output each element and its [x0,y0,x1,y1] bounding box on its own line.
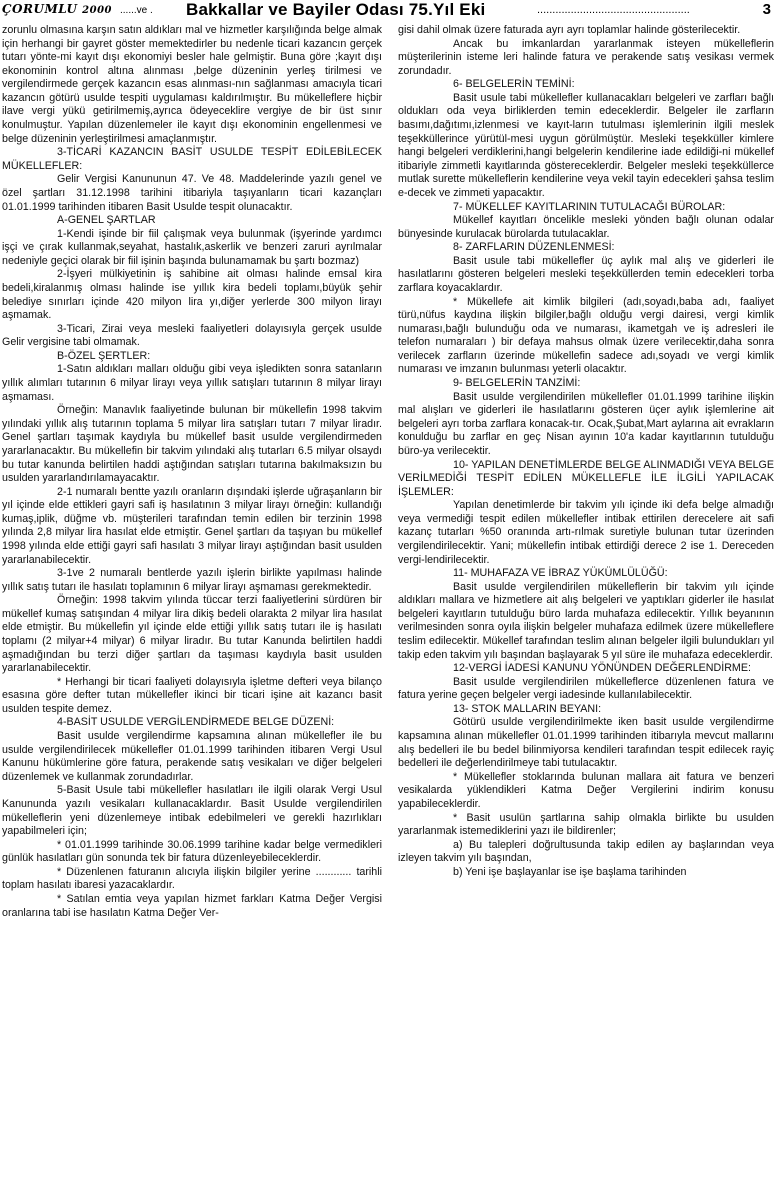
page-number: 3 [762,1,771,18]
paragraph: 1-Kendi işinde bir fiil çalışmak veya bulunmak (işyerinde yardımcı işçi ve çırak kullanmak,seyahat, hastalık,askerlik ve benzeri zaruri ayrılmalar nedeniyle geçici olarak bir fiil işinin başında bulunamamak bu şartı bozmaz) [2,227,382,267]
paragraph: A-GENEL ŞARTLAR [57,214,156,227]
paragraph: Götürü usulde vergilendirilmekte iken basit usulde vergilendirme kapsamına alınan mükellefler 01.01.1999 tarihinden itibarıyla mevcut mallarını alış bedelleri ile bu bedel bilinmiyorsa kendileri tarafından tespit edilecek rayiç bedelleri ile değerlendirilmeye tabi tutulacaktır. [398,716,774,770]
section-heading: 3-TİCARİ KAZANCIN BASİT USULDE TESPİT EDİLEBİLECEK MÜKELLEFLER: [2,146,382,172]
paragraph: 6- BELGELERİN TEMİNİ: [453,78,575,91]
paragraph: * Mükellefler stoklarında bulunan mallara ait fatura ve benzeri vesikalarda yüklendikleri Katma Değer Vergilerini indirim konusu yapabileceklerdir. [398,770,774,810]
publication-logo [2,2,112,16]
paragraph: Yapılan denetimlerde bir takvim yılı içinde iki defa belge almadığı veya vermediği tespit edilen mükellefler intibak ettirilen derecelere ait safi kazanç tutarları %50 oranında artı-rılmak suretiyle bulunan tutar üzerinden vergilendirilecektir. Yani; mükellefin intibak ettirdiği derece 2 ise 1. Dereceden vergi-lendirilecektir. [398,499,774,566]
paragraph: gisi dahil olmak üzere faturada ayrı ayrı toplamlar halinde gösterilecektir. [398,24,741,36]
logo-text: ÇORUMLU [2,2,78,16]
paragraph: Örneğin: 1998 takvim yılında tüccar terzi faaliyetlerini sürdüren bir mükellef kumaş satışından 4 milyar lira dikiş bedeli olarakta 2 milyar lira hasılat elde etmiştir. Bu mükellefin yıl içinde elde ettiği yıllık satış tutarı ile iş hasılatı toplamı (2 milyar+4 milyar) 6 milyar liradır. Bu tutar Kanunda belirtilen haddi aşmadığından bu terzi diğer şartları da taşıması kaydıyla basit usulden yararlanabilecektir. [2,594,382,675]
paragraph: 13- STOK MALLARIN BEYANI: [453,702,602,715]
paragraph: * Basit usulün şartlarına sahip olmakla birlikte bu usulden yararlanmak istemediklerini yazı ile bildirenler; [398,811,774,838]
header-leader-dots: .................................................. [537,4,690,16]
paragraph: Basit usulde vergilendirilen mükelleflerce düzenlenen fatura ve fatura yerine geçen belgeler vergi iadesinde kullanılabilecektir. [398,675,774,702]
page-title: Bakkallar ve Bayiler Odası 75.Yıl Eki [186,0,486,19]
paragraph: 9- BELGELERİN TANZİMİ: [453,377,581,390]
paragraph: b) Yeni işe başlayanlar ise işe başlama tarihinden [453,865,687,878]
left-text-column [2,24,382,1182]
page-header [0,0,777,22]
paragraph: * Satılan emtia veya yapılan hizmet farkları Katma Değer Vergisi oranlarına tabi ise hasılatın Katma Değer Ver- [2,893,382,919]
paragraph: zorunlu olmasına karşın satın aldıkları mal ve hizmetler karşılığında belge almak için herhangi bir gayret göster memektedirler bu nedenle ticari kazancın gerçek tutarı yönte-mi kayıt dışı ekonomiyi besler hale gelmiştir. Buna göre ;kayıt dışı ekonominin kontrol altına alınması ,belge düzeninin yerleş tirilmesi ve vergilendirmede gerçek kazancın esas alınması-nın sağlanması amacıyla ticari kazancın götürü usulde tespiti uygulaması kaldırılmıştır. Bu mükelleflere hiçbir ilave vergi yükü getirilmemiş,ayrıca ödeyeceklire vergiye de bir üst sınır konulmuştur. Yapılan düzenlemeler ile kayıt dışı ekonominin engellenmesi ve belge düzeninin yerleştirilmesi amaçlanmıştır. [2,24,382,145]
paragraph: * 01.01.1999 tarihinde 30.06.1999 tarihine kadar belge vermedikleri günlük hasılatları gün sonunda tek bir fatura düzenleyebileceklerdir. [2,838,382,865]
paragraph: 8- ZARFLARIN DÜZENLENMESİ: [453,241,615,254]
paragraph: Basit usulde vergilendirilen mükelleflerin bir takvim yılı içinde aldıkları mallara ve hizmetlere ait alış belgeleri ve yaptıkları giderler ile hasılat belgeleri kayıtların tutulduğu büro larda muhafaza edilecektir. Yıllık beyanının verilmesinden sonra oyıla ilişkin belgeler muhafaza edilmek üzere mükelleflere teslim edilecektir. Mükellef tarafından teslim alınan belgeler ilgili bulundukları yıl takip eden takvim yılı başından başlayarak 5 yıl süre ile muhafaza edeceklerdir. [398,580,774,661]
paragraph: 11- MUHAFAZA VE İBRAZ YÜKÜMLÜLÜĞÜ: [453,567,668,580]
paragraph: 1-Satın aldıkları malları olduğu gibi veya işledikten sonra satanların yıllık alımları tutarının 6 milyar lirayı veya yıllık satışları tutarının 8 milyar lirayı aşmaması. [2,363,382,403]
paragraph: Basit usulde vergilendirme kapsamına alınan mükellefler ile bu usulde vergilendirilecek mükellefler 01.01.1999 tarihinden itibaren Vergi Usul Kanunu hükümlerine göre fatura, perakende satış vesikaları ve diğer belgeleri düzenlemek ve kullanmak zorundadırlar. [2,730,382,783]
paragraph: 3-Ticari, Zirai veya mesleki faaliyetleri dolayısıyla gerçek usulde Gelir vergisine tabi olmamak. [2,322,382,349]
paragraph: 10- YAPILAN DENETİMLERDE BELGE ALINMADIĞI VEYA BELGE VERİLMEDİĞİ TESPİT EDİLEN MÜKELLEFLE İLE İLGİLİ YAPILACAK İŞLEMLER: [398,458,774,498]
paragraph: Basit usule tabi mükellefler kullanacakları belgeleri ve zarfları bağlı oldukları oda veya birliklerden temin edeceklerdir. Belgeler ile zarfların basımı,dağıtımı,izlenmesi ve kayıt-ların tutulması işlemlerinin ilgili meslek teşekküllerince yürütül-mesi uygun görülmüştür. Mesleki teşekküller kimlere hangi belgeleri verdiklerini,hangi belgelerin kendilerine iade edildiği-ni mükellef itibariyle zimmetli kayıtlarında göstereceklerdir. Belgeler mesleki teşekküllerce mutlak surette mükelleflerin kendilerine veya vekil tayin edecekleri şahsa teslim e-decek ve zimmeti yapacaktır. [398,91,774,199]
paragraph: 7- MÜKELLEF KAYITLARININ TUTULACAĞI BÜROLAR: [453,200,726,213]
paragraph: 3-1ve 2 numaralı bentlerde yazılı işlerin birlikte yapılması halinde yıllık satış tutarı ile hasılatı toplamının 6 milyar lirayı aşmaması gerekmektedir. [2,567,382,593]
paragraph: B-ÖZEL ŞERTLER: [57,349,151,362]
paragraph: Örneğin: Manavlık faaliyetinde bulunan bir mükellefin 1998 takvim yılındaki yıllık alış tutarının toplama 5 milyar lira satışları tutarı 7 milyar liradır. Genel şartları taşımak kaydıyla bu mükellef basit usulde vergilendirmeden yararlanacaktır. Bu mükellefin bir takvim yılındaki alış tutarları 6.5 milyar olsaydı bu tutar kanunda belirtilen haddi aştığından satışları tutarına bakılmaksızın bu usulden yararlandırılamayacaktır. [2,404,382,485]
paragraph: Mükellef kayıtları öncelikle mesleki yönden bağlı olunan odalar bünyesinde kurulacak bürolarda tutulacaklar. [398,214,774,240]
paragraph: * Düzenlenen faturanın alıcıyla ilişkin bilgiler yerine ............ tarihli toplam hasılatı ibaresi yazacaklardır. [2,865,382,892]
paragraph: * Mükellefe ait kimlik bilgileri (adı,soyadı,baba adı, faaliyet türü,nüfus kaydına ilişkin bilgiler,bağlı olduğu vergi dairesi, vergi kimlik numarası,bağlı bulunduğu oda ve numarası, ikametgah ve iş adresleri ile telefon numaraları ) bir defaya mahsus olmak üzere verilecektir,daha sonra verilecek zarfların üzerinde mükellefin sadece adı,soyadı ve vergi kimlik numarası ve imzanın bulunması yeterli olacaktır. [398,295,774,376]
paragraph: 2-İşyeri mülkiyetinin iş sahibine ait olması halinde emsal kira bedeli,kiralanmış olması halinde ise yıllık kira bedeli toplamı,büyük şehir belediye sınırları içinde 420 milyon lira yı,diğer yerlerde 300 milyon lirayı aşmamak. [2,268,382,322]
logo-year: 2000 [82,5,113,16]
paragraph: Basit usule tabi mükellefler üç aylık mal alış ve giderleri ile hasılatlarını gösteren belgeleri mesleki teşekküllerden temin edecekleri torba zarflara koyacaklardır. [398,254,774,294]
header-connector: ......ve . [120,5,153,16]
paragraph: 2-1 numaralı bentte yazılı oranların dışındaki işlerde uğraşanların bir yıl içinde elde ettikleri gayri safi iş hasılatının 3 milyar lirayı örneğin: kullandığı kumaş,iplik, düğme vb. müşterileri tarafından temin edilen bir terzinin 1998 yılında 2,8 milyar lira hasılat elde etmiştir. Genel şartları da taşıyan bu mükellef 1998 yılında elde ettiği gayri safi hasılatı 3 milyar lirayı aştığından basit usulden yararlanabilecektir. [2,485,382,566]
section-heading: 4-BASİT USULDE VERGİLENDİRMEDE BELGE DÜZENİ: [57,716,335,729]
paragraph: 5-Basit Usule tabi mükellefler hasılatları ile ilgili olarak Vergi Usul Kanununda yazılı vesikaları kullanacaklardır. Basit Usulde vergilendirilen mükelleflerin yeni düzenlemeye intibak edebilmeleri ve gerekli hazırlıkları yapabilmeleri için; [2,784,382,838]
paragraph: a) Bu talepleri doğrultusunda takip edilen ay başlarından veya izleyen takvim yılı başından, [398,838,774,865]
right-text-column [398,24,774,1182]
paragraph: Ancak bu imkanlardan yararlanmak isteyen mükelleflerin müşterilerinin isteme leri halinde fatura ve perakende satış vesikası vermek zorundadır. [398,37,774,77]
paragraph: 12-VERGİ İADESİ KANUNU YÖNÜNDEN DEĞERLENDİRME: [453,662,751,675]
paragraph: Basit usulde vergilendirilen mükellefler 01.01.1999 tarihine ilişkin mal alışları ve giderleri ile hasılatlarını gösteren üçer aylık işlemlerine ait belgeleri ayrı torba zarflara konacak-tır. Ocak,Şubat,Mart aylarına ait evrakların konulduğu bu zarflar en geç Nisan ayının 10'a kadar kayıtlarının tutulduğu büro-ya verilecektir. [398,390,774,457]
paragraph: Gelir Vergisi Kanununun 47. Ve 48. Maddelerinde yazılı genel ve özel şartları 31.12.1998 tarihini itibariyla taşıyanların ticari kazançları 01.01.1999 tarihinden itibaren Basit Usulde tespit olunacaktır. [2,173,382,213]
paragraph: * Herhangi bir ticari faaliyeti dolayısıyla işletme defteri veya bilanço esasına göre defter tutan mükellefler ikinci bir ticari işine ait kazancı basit usulden tespite demez. [2,675,382,715]
